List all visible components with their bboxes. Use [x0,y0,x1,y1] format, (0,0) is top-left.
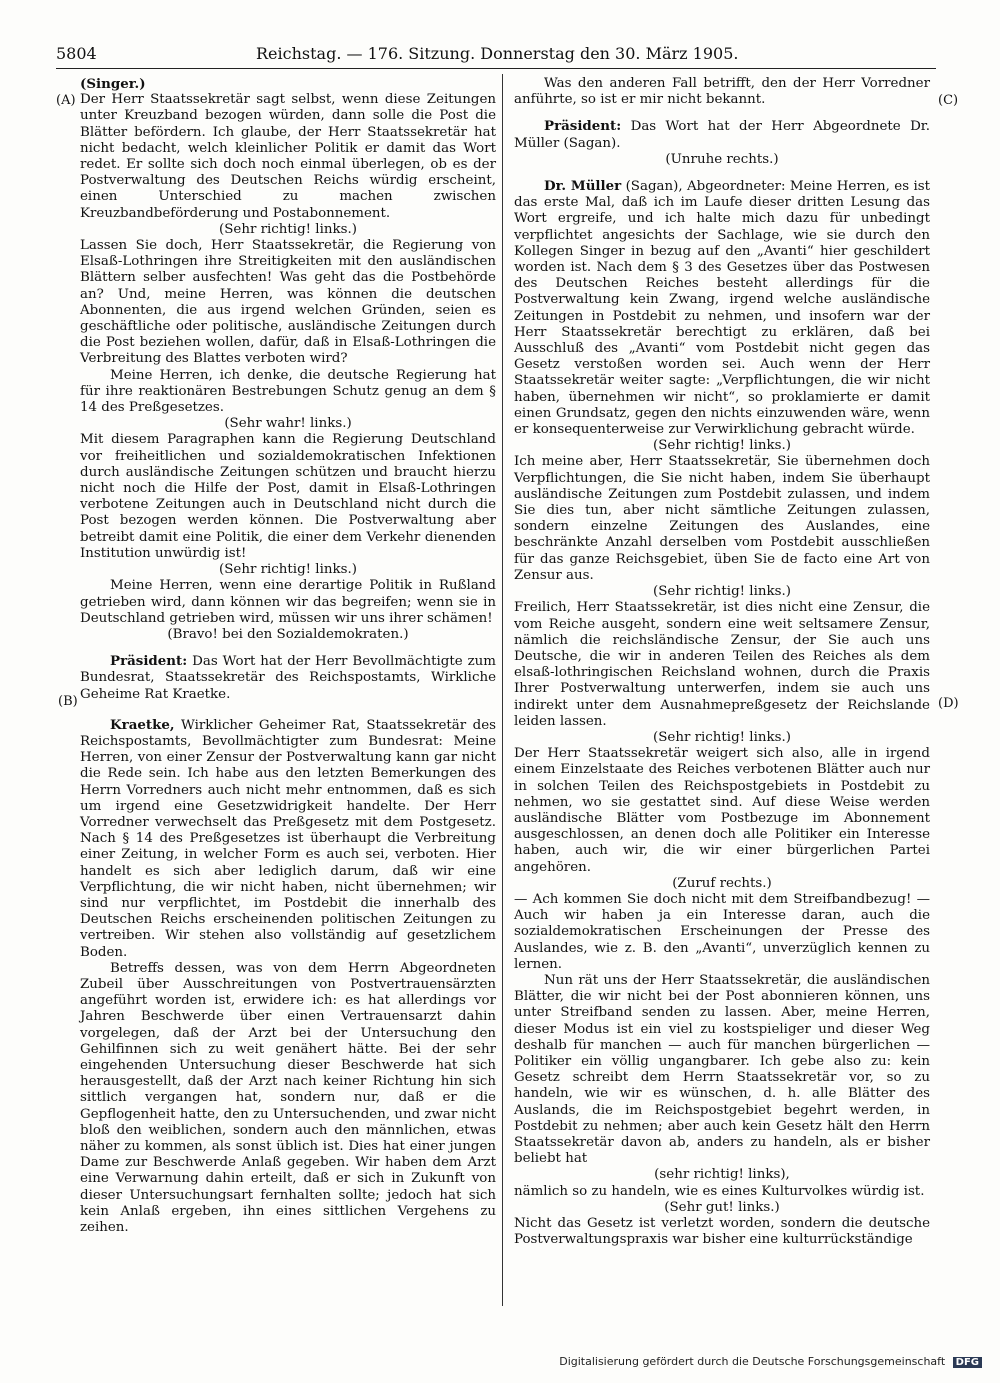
margin-marker-a: (A) [56,93,76,108]
paragraph [80,717,496,961]
page-number: 5804 [56,44,97,63]
margin-marker-d: (D) [938,696,959,711]
header-rule [56,68,936,69]
dfg-logo: DFG [953,1357,982,1368]
page-header-title: Reichstag. — 176. Sitzung. Donnerstag den 30. März 1905. [256,44,739,63]
margin-marker-b: (B) [58,694,78,709]
paragraph: Der Herr Staatssekretär sagt selbst, wenn diese Zeitungen unter Kreuzband bezogen würden, dann solle die Post die Blätter befördern. Ich glaube, der Herr Staatssekretär hat nicht bedacht, welch kleinlicher Politik er damit das Wort redet. Er sollte sich doch noch einmal überlegen, ob es der Postverwaltung des Deutschen Reichs würdig erscheint, einen Unterschied zu machen zwischen Kreuzbandbeförderung und Postabonnement. [80,92,496,221]
paragraph: Meine Herren, ich denke, die deutsche Regierung hat für ihre reaktionären Bestrebungen Schutz genug an dem § 14 des Preßgesetzes. [80,367,496,416]
running-header [56,44,936,66]
speaker-praesident: Präsident: [110,653,188,670]
left-column [80,76,496,1236]
paragraph [514,118,930,151]
column-divider [502,74,503,1306]
paragraph: Ich meine aber, Herr Staatssekretär, Sie übernehmen doch Verpflichtungen, die Sie nicht haben, indem Sie überhaupt ausländische Zeitungen zum Postdebit zulassen, und indem Sie dies tun, aber nicht sämtliche Zeitungen zulassen, sondern einzelne Zeitungen des Auslandes, eine beschränkte Anzahl derselben vom Postdebit ausschließen für das ganze Reichsgebiet, üben Sie de facto eine Art von Zensur aus. [514,454,930,583]
right-column [514,76,930,1248]
interjection: (Sehr richtig! links.) [219,221,357,237]
paragraph: Mit diesem Paragraphen kann die Regierung Deutschland vor freiheitlichen und sozialdemokratischen Infektionen durch ausländische Zeitungen schützen und braucht hierzu nicht noch die Hilfe der Post, damit in Elsaß-Lothringen verbotene Zeitungen auch in Deutschland nicht durch die Post bezogen werden können. Die Postverwaltung aber betreibt damit eine Politik, die einer dem Verkehr dienenden Institution unwürdig ist! [80,432,496,561]
speaker-kraetke: Kraetke, [110,716,175,733]
interjection: (Unruhe rechts.) [665,151,779,167]
paragraph: Lassen Sie doch, Herr Staatssekretär, die Regierung von Elsaß-Lothringen ihre Streitigkeiten mit den ausländischen Blättern selber ausfechten! Was geht das die Postbehörde an? Und, meine Herren, was können die deutschen Abonnenten, die aus irgend welchen Gründen, seien es geschäftliche oder politische, ausländische Zeitungen durch die Post beziehen wollen, dafür, daß in Elsaß-Lothringen die Verbreitung des Blattes verboten wird? [80,238,496,367]
paragraph [514,178,930,438]
speaker-label: (Singer.) [80,76,146,92]
paragraph: Betreffs dessen, was von dem Herrn Abgeordneten Zubeil über Ausschreitungen von Postvertrauensärzten angeführt worden ist, erwidere ich: es hat allerdings vor Jahren Beschwerde über einen Vertrauensarzt dahin vorgelegen, daß der Arzt bei der Untersuchung den Gehilfinnen sich zu weit genähert hätte. Bei der sehr eingehenden Untersuchung dieser Beschwerde hat sich herausgestellt, daß der Arzt nach keiner Richtung hin sich sittlich vergangen hat, sondern nur, daß er die Gepflogenheit hatte, den zu Untersuchenden, und zwar nicht bloß den weiblichen, sondern auch den männlichen, etwas näher zu kommen, als sonst üblich ist. Dies hat einer jungen Dame zur Beschwerde Anlaß gegeben. Wir haben dem Arzt eine Verwarnung dahin erteilt, daß er sich in Zukunft von dieser Untersuchungsart fernhalten sollte; jedoch hat sich kein Anlaß ergeben, ihn eines sittlichen Vergehens zu zeihen. [80,960,496,1236]
paragraph: Freilich, Herr Staatssekretär, ist dies nicht eine Zensur, die vom Reiche ausgeht, sondern eine weit seltsamere Zensur, nämlich die reichsländische Zensur, der Sie auch uns Deutsche, die wir in anderen Teilen des Reiches als dem elsaß-lothringischen Reichsland wohnen, durch die Praxis Ihrer Postverwaltung unterwerfen, indem sie auch uns indirekt unter dem Ausnahmepreßgesetz der Reichslande leiden lassen. [514,600,930,729]
speaker-mueller: Dr. Müller [544,178,622,195]
paragraph: Nun rät uns der Herr Staatssekretär, die ausländischen Blätter, die wir nicht bei der Post abonnieren können, uns unter Streifband senden zu lassen. Aber, meine Herren, dieser Modus ist ein viel zu kostspieliger und dieser Weg deshalb für manchen — auch für manchen bürgerlichen — Politiker ein völlig ungangbarer. Ich gebe also zu: kein Gesetz schreibt dem Herrn Staatssekretär vor, so zu handeln, wie wir es wünschen, d. h. alle Blätter des Auslands, die im Reichspostgebiet begehrt werden, in Postdebit zu nehmen; aber auch kein Gesetz hält den Herrn Staatssekretär davon ab, anders zu handeln, als er bisher beliebt hat [514,972,930,1167]
interjection: (Sehr richtig! links.) [653,584,791,600]
paragraph: Was den anderen Fall betrifft, den der Herr Vorredner anführte, so ist er mir nicht bekannt. [514,76,930,108]
interjection: (Sehr wahr! links.) [224,416,352,432]
paragraph-text: Das Wort hat der Herr Bevollmächtigte zum Bundesrat, Staatssekretär des Reichspostamts, Wirkliche Geheime Rat Kraetke. [80,654,496,702]
footer-text: Digitalisierung gefördert durch die Deutsche Forschungsgemeinschaft [559,1355,946,1368]
interjection: (Zuruf rechts.) [672,875,772,891]
interjection: (Sehr richtig! links.) [653,729,791,745]
paragraph: Der Herr Staatssekretär weigert sich also, alle in irgend einem Einzelstaate des Reiches verbotenen Blätter auch nur in solchen Teilen des Reichspostgebiets in Postdebit zu nehmen, wo sie gestattet sind. Auf diese Weise werden ausländische Blätter vom Postbezuge im Abonnement ausgeschlossen, an denen doch alle Politiker ein Interesse haben, auch wir, die wir einer bürgerlichen Partei angehören. [514,746,930,875]
paragraph-text: Das Wort hat der Herr Abgeordnete Dr. Müller (Sagan). [514,119,930,151]
paragraph: Meine Herren, wenn eine derartige Politik in Rußland getrieben wird, dann können wir das begreifen; wenn sie in Deutschland getrieben wird, müssen wir uns ihrer schämen! [80,578,496,626]
interjection: (Sehr richtig! links.) [219,562,357,578]
paragraph [80,653,496,703]
interjection: (Sehr gut! links.) [664,1199,780,1215]
paragraph-text: (Sagan), Abgeordneter: Meine Herren, es ist das erste Mal, daß ich im Laufe dieser dritten Lesung das Wort ergreife, und ich halte mich dazu für unbedingt verpflichtet angesichts der Sachlage, wie sie durch den Kollegen Singer in bezug auf den „Avanti“ hier geschildert worden ist. Nach dem § 3 des Gesetzes über das Postwesen des Deutschen Reiches besteht allerdings für die Postverwaltung kein Zwang, irgend welche ausländische Zeitungen in Postdebit zu nehmen, und insofern war der Herr Staatssekretär berechtigt zu erklären, daß bei Ausschluß des „Avanti“ vom Postdebit nicht gegen das Gesetz verstoßen worden sei. Auch wenn der Herr Staatssekretär weiter sagte: „Verpflichtungen, die wir nicht haben, übernehmen wir nicht“, so proklamierte er damit einen Grundsatz, gegen den nichts einzuwenden wäre, wenn er konsequenterweise zur Verwirklichung gebracht würde. [514,179,930,438]
paragraph-text: Wirklicher Geheimer Rat, Staatssekretär des Reichspostamts, Bevollmächtigter zum Bundesrat: Meine Herren, von einer Zensur der Postverwaltung kann gar nicht die Rede sein. Ich habe aus den letzten Bemerkungen des Herrn Vorredners auch nicht mehr entnommen, daß es sich um irgend eine Gesetzwidrigkeit handelte. Der Herr Vorredner verwechselt das Preßgesetz mit dem Postgesetz. Nach § 14 des Preßgesetzes ist überhaupt die Verbreitung einer Zeitung, in welcher Form es auch sei, verboten. Hier handelt es sich aber lediglich darum, daß wir eine Verpflichtung, die wir nicht haben, nicht übernehmen; wir sind nur verpflichtet, im Postdebit die innerhalb des Deutschen Reichs erscheinenden politischen Zeitungen zu vertreiben. Wir stehen also vollständig auf gesetzlichem Boden. [80,717,496,960]
speaker-praesident: Präsident: [544,118,622,135]
paragraph: — Ach kommen Sie doch nicht mit dem Streifbandbezug! — Auch wir haben ja ein Interesse daran, auch die sozialdemokratischen Erscheinungen der Presse des Auslandes, wie z. B. den „Avanti“, unverzüglich kennen zu lernen. [514,891,930,972]
interjection: (Sehr richtig! links.) [653,438,791,454]
margin-marker-c: (C) [938,93,959,108]
paragraph: Nicht das Gesetz ist verletzt worden, sondern die deutsche Postverwaltungspraxis war bisher eine kulturrückständige [514,1216,930,1248]
interjection: (Bravo! bei den Sozialdemokraten.) [167,626,409,642]
interjection: (sehr richtig! links), [654,1167,790,1183]
footer-credit [559,1355,982,1371]
paragraph: nämlich so zu handeln, wie es eines Kulturvolkes würdig ist. [514,1183,925,1199]
